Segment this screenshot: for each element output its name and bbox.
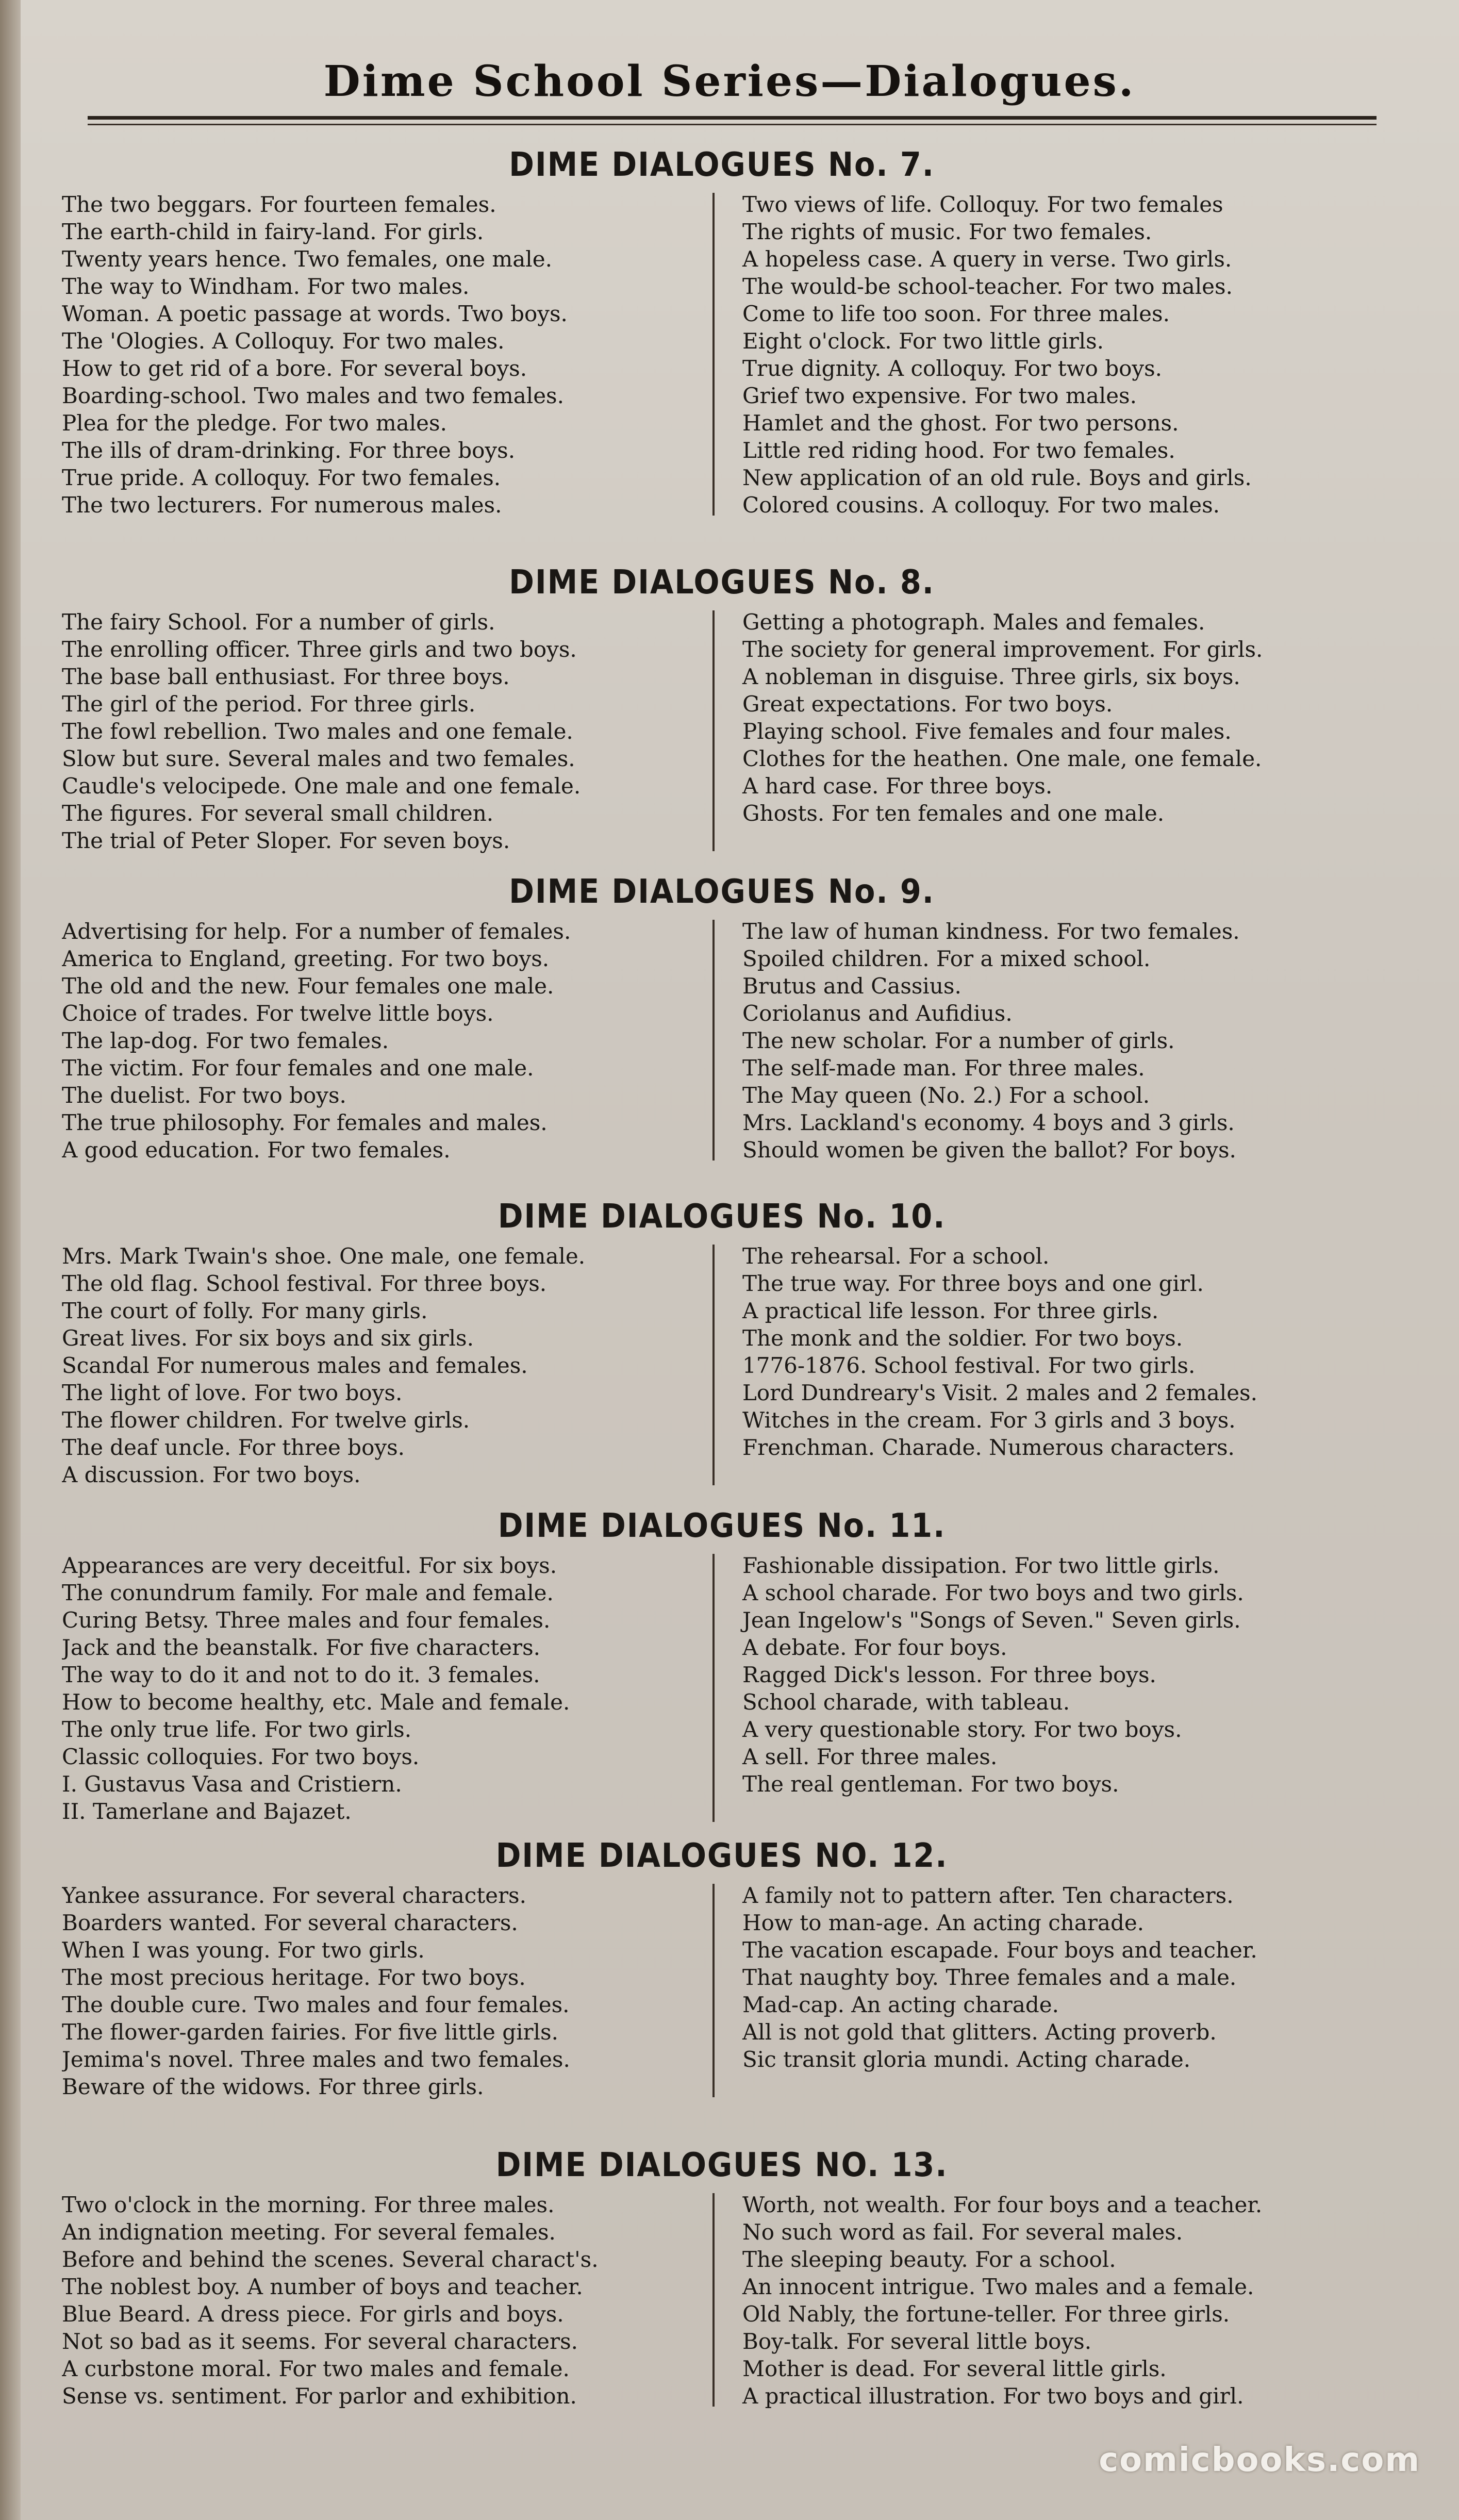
right-column (717, 918, 1382, 1164)
dialogue-entry: The would-be school-teacher. For two males. (742, 274, 1233, 299)
dialogue-entry: How to become healthy, etc. Male and female. (62, 1689, 570, 1715)
column-divider (712, 1554, 715, 1822)
dialogue-entry: Woman. A poetic passage at words. Two boys. (62, 301, 568, 326)
dialogue-entry: The duelist. For two boys. (62, 1083, 346, 1108)
dialogue-entry: A very questionable story. For two boys. (742, 1717, 1182, 1742)
column-divider (712, 193, 715, 516)
dialogue-entry: When I was young. For two girls. (62, 1937, 425, 1963)
header-rule (88, 116, 1377, 120)
section-title: DIME DIALOGUES NO. 13. (495, 2146, 948, 2184)
dialogue-entry: The way to do it and not to do it. 3 females. (62, 1662, 540, 1687)
dialogue-entry: A hopeless case. A query in verse. Two girls. (742, 246, 1232, 272)
dialogue-entry: Fashionable dissipation. For two little girls. (742, 1553, 1220, 1578)
section-columns (62, 1882, 1382, 2100)
dialogue-entry: A good education. For two females. (62, 1137, 451, 1163)
dialogue-entry: Not so bad as it seems. For several characters. (62, 2329, 578, 2354)
dialogue-entry: Coriolanus and Aufidius. (742, 1001, 1013, 1026)
dialogue-entry: The 'Ologies. A Colloquy. For two males. (62, 328, 505, 354)
dialogue-entry: The law of human kindness. For two females. (742, 919, 1240, 944)
left-column (62, 1552, 717, 1825)
dialogue-entry: The May queen (No. 2.) For a school. (742, 1083, 1150, 1108)
dialogue-section (62, 1835, 1382, 2100)
dialogue-entry: Advertising for help. For a number of females. (62, 919, 571, 944)
dialogue-entry: A sell. For three males. (742, 1744, 998, 1769)
dialogue-entry: That naughty boy. Three females and a male. (742, 1965, 1237, 1990)
dialogue-entry: Boarders wanted. For several characters. (62, 1910, 518, 1935)
dialogue-section (62, 871, 1382, 1164)
dialogue-entry: The monk and the soldier. For two boys. (742, 1325, 1183, 1351)
dialogue-entry: School charade, with tableau. (742, 1689, 1070, 1715)
dialogue-entry: The new scholar. For a number of girls. (742, 1028, 1175, 1053)
left-column (62, 608, 717, 854)
dialogue-entry: Choice of trades. For twelve little boys. (62, 1001, 494, 1026)
watermark: comicbooks.com (1099, 2441, 1420, 2479)
dialogue-entry: Jack and the beanstalk. For five characters. (62, 1635, 541, 1660)
dialogue-entry: Two o'clock in the morning. For three males. (62, 2192, 555, 2217)
dialogue-section (62, 144, 1382, 519)
dialogue-entry: Should women be given the ballot? For boys. (742, 1137, 1236, 1163)
dialogue-entry: The figures. For several small children. (62, 801, 494, 826)
dialogue-entry: The court of folly. For many girls. (62, 1298, 428, 1323)
dialogue-entry: The flower children. For twelve girls. (62, 1407, 470, 1433)
dialogue-entry: Jean Ingelow's "Songs of Seven." Seven girls. (742, 1607, 1241, 1633)
dialogue-entry: Great lives. For six boys and six girls. (62, 1325, 474, 1351)
dialogue-entry: A debate. For four boys. (742, 1635, 1007, 1660)
dialogue-entry: No such word as fail. For several males. (742, 2219, 1183, 2245)
dialogue-entry: The true philosophy. For females and males. (62, 1110, 548, 1135)
dialogue-entry: The enrolling officer. Three girls and two boys. (62, 637, 577, 662)
dialogue-entry: The old and the new. Four females one male. (62, 973, 554, 999)
dialogue-entry: A discussion. For two boys. (62, 1462, 361, 1487)
dialogue-section (62, 562, 1382, 854)
right-column (717, 1882, 1382, 2100)
dialogue-entry: I. Gustavus Vasa and Cristiern. (62, 1771, 402, 1797)
dialogue-entry: The most precious heritage. For two boys. (62, 1965, 526, 1990)
right-column (717, 2191, 1382, 2410)
dialogue-entry: The deaf uncle. For three boys. (62, 1435, 405, 1460)
dialogue-entry: Hamlet and the ghost. For two persons. (742, 410, 1179, 436)
dialogue-entry: The noblest boy. A number of boys and teacher. (62, 2274, 583, 2299)
dialogue-entry: Come to life too soon. For three males. (742, 301, 1170, 326)
right-column (717, 191, 1382, 519)
dialogue-entry: Ragged Dick's lesson. For three boys. (742, 1662, 1156, 1687)
dialogue-entry: The base ball enthusiast. For three boys. (62, 664, 510, 689)
dialogue-entry: The rehearsal. For a school. (742, 1244, 1050, 1269)
dialogue-entry: Plea for the pledge. For two males. (62, 410, 447, 436)
dialogue-entry: Lord Dundreary's Visit. 2 males and 2 females. (742, 1380, 1257, 1405)
dialogue-entry: Sic transit gloria mundi. Acting charade. (742, 2047, 1191, 2072)
dialogue-entry: Two views of life. Colloquy. For two females (742, 192, 1223, 217)
dialogue-entry: The lap-dog. For two females. (62, 1028, 389, 1053)
dialogue-entry: Mrs. Lackland's economy. 4 boys and 3 girls. (742, 1110, 1235, 1135)
dialogue-entry: A nobleman in disguise. Three girls, six boys. (742, 664, 1240, 689)
dialogue-entry: Beware of the widows. For three girls. (62, 2074, 484, 2099)
dialogue-entry: Curing Betsy. Three males and four females. (62, 1607, 551, 1633)
dialogue-entry: How to get rid of a bore. For several boys. (62, 356, 527, 381)
section-title: DIME DIALOGUES No. 8. (509, 563, 935, 602)
dialogue-entry: The light of love. For two boys. (62, 1380, 403, 1405)
dialogue-entry: Eight o'clock. For two little girls. (742, 328, 1104, 354)
dialogue-entry: 1776-1876. School festival. For two girls. (742, 1353, 1196, 1378)
dialogue-entry: The earth-child in fairy-land. For girls. (62, 219, 484, 244)
section-columns (62, 608, 1382, 854)
dialogue-entry: Jemima's novel. Three males and two females. (62, 2047, 570, 2072)
dialogue-entry: Frenchman. Charade. Numerous characters. (742, 1435, 1235, 1460)
dialogue-entry: The conundrum family. For male and female. (62, 1580, 554, 1605)
dialogue-entry: Yankee assurance. For several characters. (62, 1883, 526, 1908)
dialogue-entry: Classic colloquies. For two boys. (62, 1744, 420, 1769)
dialogue-entry: Clothes for the heathen. One male, one female. (742, 746, 1262, 771)
dialogue-entry: The society for general improvement. For girls. (742, 637, 1263, 662)
dialogue-entry: The old flag. School festival. For three boys. (62, 1271, 547, 1296)
dialogue-entry: Worth, not wealth. For four boys and a teacher. (742, 2192, 1263, 2217)
dialogue-entry: Scandal For numerous males and females. (62, 1353, 528, 1378)
dialogue-entry: The double cure. Two males and four females. (62, 1992, 570, 2017)
dialogue-entry: Playing school. Five females and four males. (742, 719, 1232, 744)
dialogue-entry: America to England, greeting. For two boys. (62, 946, 550, 971)
dialogue-entry: Appearances are very deceitful. For six boys. (62, 1553, 557, 1578)
section-title: DIME DIALOGUES NO. 12. (495, 1837, 948, 1875)
column-divider (712, 1884, 715, 2097)
dialogue-entry: Slow but sure. Several males and two females. (62, 746, 575, 771)
dialogue-entry: The victim. For four females and one male. (62, 1055, 534, 1081)
dialogue-entry: Great expectations. For two boys. (742, 691, 1113, 717)
section-title: DIME DIALOGUES No. 9. (509, 873, 935, 911)
dialogue-entry: Brutus and Cassius. (742, 973, 961, 999)
dialogue-entry: Getting a photograph. Males and females. (742, 609, 1205, 635)
dialogue-entry: A practical life lesson. For three girls. (742, 1298, 1159, 1323)
section-columns (62, 191, 1382, 519)
dialogue-section (62, 1196, 1382, 1488)
section-columns (62, 1552, 1382, 1825)
dialogue-entry: The vacation escapade. Four boys and teacher. (742, 1937, 1257, 1963)
column-divider (712, 610, 715, 851)
right-column (717, 1242, 1382, 1488)
dialogue-entry: Blue Beard. A dress piece. For girls and boys. (62, 2301, 564, 2327)
dialogue-entry: The two beggars. For fourteen females. (62, 192, 496, 217)
dialogue-entry: Little red riding hood. For two females. (742, 438, 1175, 463)
section-columns (62, 1242, 1382, 1488)
dialogue-entry: The real gentleman. For two boys. (742, 1771, 1119, 1797)
dialogue-entry: True pride. A colloquy. For two females. (62, 465, 501, 490)
dialogue-entry: Old Nably, the fortune-teller. For three girls. (742, 2301, 1230, 2327)
dialogue-entry: New application of an old rule. Boys and girls. (742, 465, 1252, 490)
dialogue-entry: Boy-talk. For several little boys. (742, 2329, 1092, 2354)
section-columns (62, 2191, 1382, 2410)
dialogue-entry: The sleeping beauty. For a school. (742, 2247, 1116, 2272)
column-divider (712, 2193, 715, 2407)
dialogue-entry: All is not gold that glitters. Acting proverb. (742, 2019, 1217, 2045)
header-rule-thin (88, 124, 1377, 125)
section-columns (62, 918, 1382, 1164)
dialogue-entry: The girl of the period. For three girls. (62, 691, 476, 717)
dialogue-entry: A hard case. For three boys. (742, 773, 1053, 799)
section-title: DIME DIALOGUES No. 11. (498, 1507, 946, 1545)
dialogue-entry: Spoiled children. For a mixed school. (742, 946, 1151, 971)
dialogue-entry: Twenty years hence. Two females, one male. (62, 246, 552, 272)
dialogue-entry: The true way. For three boys and one girl. (742, 1271, 1204, 1296)
dialogue-entry: An innocent intrigue. Two males and a female. (742, 2274, 1254, 2299)
dialogue-entry: Mad-cap. An acting charade. (742, 1992, 1059, 2017)
dialogue-entry: Witches in the cream. For 3 girls and 3 boys. (742, 1407, 1236, 1433)
dialogue-entry: Colored cousins. A colloquy. For two males. (742, 492, 1220, 518)
dialogue-entry: The two lecturers. For numerous males. (62, 492, 502, 518)
left-column (62, 918, 717, 1164)
left-column (62, 1882, 717, 2100)
right-column (717, 608, 1382, 854)
dialogue-entry: A practical illustration. For two boys and girl. (742, 2383, 1244, 2409)
dialogue-entry: An indignation meeting. For several females. (62, 2219, 556, 2245)
dialogue-entry: How to man-age. An acting charade. (742, 1910, 1145, 1935)
dialogue-entry: Before and behind the scenes. Several charact's. (62, 2247, 599, 2272)
dialogue-entry: Caudle's velocipede. One male and one female. (62, 773, 581, 799)
page-title: Dime School Series—Dialogues. (323, 57, 1136, 106)
right-column (717, 1552, 1382, 1825)
page-edge (0, 0, 21, 2520)
dialogue-entry: A school charade. For two boys and two girls. (742, 1580, 1244, 1605)
dialogue-entry: The way to Windham. For two males. (62, 274, 470, 299)
left-column (62, 2191, 717, 2410)
dialogue-entry: The fowl rebellion. Two males and one female. (62, 719, 573, 744)
dialogue-entry: The trial of Peter Sloper. For seven boys. (62, 828, 510, 853)
left-column (62, 191, 717, 519)
column-divider (712, 920, 715, 1160)
dialogue-entry: Mother is dead. For several little girls. (742, 2356, 1167, 2381)
dialogue-entry: The ills of dram-drinking. For three boys. (62, 438, 516, 463)
dialogue-entry: The rights of music. For two females. (742, 219, 1152, 244)
dialogue-entry: Sense vs. sentiment. For parlor and exhibition. (62, 2383, 577, 2409)
section-title: DIME DIALOGUES No. 10. (498, 1198, 946, 1236)
dialogue-entry: A curbstone moral. For two males and female. (62, 2356, 570, 2381)
dialogue-section (62, 2145, 1382, 2410)
dialogue-entry: Grief two expensive. For two males. (742, 383, 1137, 408)
left-column (62, 1242, 717, 1488)
dialogue-entry: The self-made man. For three males. (742, 1055, 1145, 1081)
dialogue-entry: The fairy School. For a number of girls. (62, 609, 495, 635)
dialogue-entry: II. Tamerlane and Bajazet. (62, 1799, 352, 1824)
dialogue-entry: Ghosts. For ten females and one male. (742, 801, 1165, 826)
dialogue-entry: The only true life. For two girls. (62, 1717, 412, 1742)
section-title: DIME DIALOGUES No. 7. (509, 146, 935, 184)
dialogue-entry: A family not to pattern after. Ten characters. (742, 1883, 1234, 1908)
dialogue-entry: Mrs. Mark Twain's shoe. One male, one female. (62, 1244, 586, 1269)
column-divider (712, 1245, 715, 1485)
dialogue-entry: True dignity. A colloquy. For two boys. (742, 356, 1163, 381)
dialogue-section (62, 1505, 1382, 1825)
dialogue-entry: The flower-garden fairies. For five little girls. (62, 2019, 558, 2045)
dialogue-entry: Boarding-school. Two males and two females. (62, 383, 564, 408)
